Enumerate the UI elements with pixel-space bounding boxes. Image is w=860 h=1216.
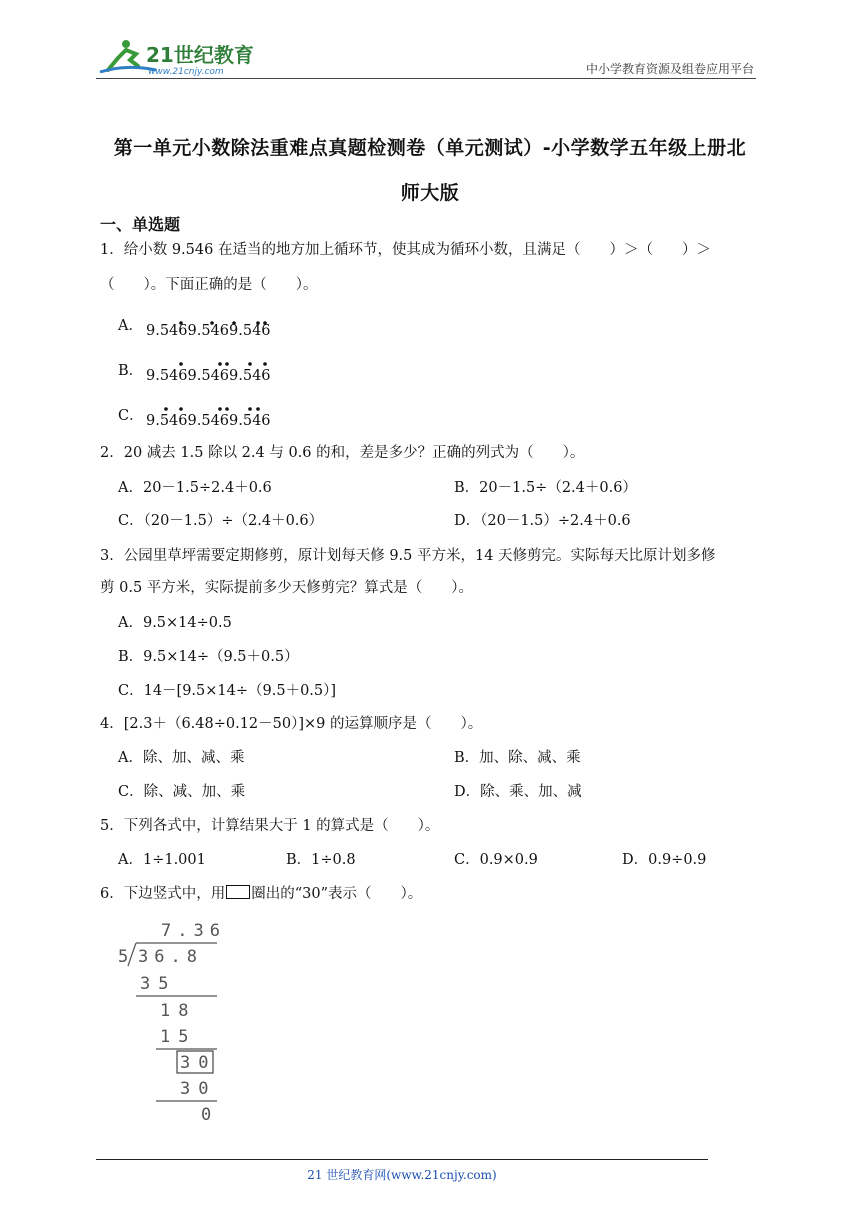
svg-text:21世纪教育: 21世纪教育 (146, 43, 254, 67)
q1-option-a-label: A． (118, 318, 143, 334)
q2-option-d: D．（20－1.5）÷2.4＋0.6 (454, 513, 631, 529)
q3-option-c: C．14－[9.5×14÷（9.5＋0.5）] (118, 683, 337, 699)
svg-text:www.21cnjy.com: www.21cnjy.com (148, 67, 224, 77)
header-divider (96, 78, 756, 79)
q4-stem: 4．[2.3＋（6.48÷0.12－50）]×9 的运算顺序是（ ）。 (100, 716, 483, 732)
q4-option-c: C．除、减、加、乘 (118, 784, 246, 800)
q5-option-b: B．1÷0.8 (286, 852, 356, 868)
q4-option-a: A．除、加、减、乘 (118, 750, 245, 766)
q3-option-b: B．9.5×14÷（9.5＋0.5） (118, 649, 299, 665)
q1-option-a-text: 9.5469.5469.546 (146, 323, 271, 339)
q1-stem-line2: （ ）。下面正确的是（ ）。 (100, 277, 318, 293)
footer-link[interactable]: 21 世纪教育网(www.21cnjy.com) (307, 1168, 497, 1182)
division-row-4: 30 (180, 1053, 217, 1073)
section-heading: 一、单选题 (100, 215, 181, 234)
q1-option-b-text: 9.5469.5469.546 (146, 368, 271, 384)
q3-option-a: A．9.5×14÷0.5 (118, 615, 232, 631)
q5-option-d: D．0.9÷0.9 (622, 852, 707, 868)
q4-option-d: D．除、乘、加、减 (454, 784, 582, 800)
divisor: 5 (118, 947, 129, 967)
q6-stem-after: 圈出的“30”表示（ ）。 (251, 886, 423, 902)
division-row-6: 0 (201, 1105, 212, 1124)
q5-option-c: C．0.9×0.9 (454, 852, 538, 868)
q3-stem-line2: 剪 0.5 平方米，实际提前多少天修剪完？算式是（ ）。 (100, 580, 474, 596)
division-row-5: 30 (180, 1079, 217, 1099)
quotient: 7.36 (161, 921, 226, 941)
q1-option-c-label: C． (118, 408, 144, 424)
q5-stem: 5．下列各式中，计算结果大于 1 的算式是（ ）。 (100, 818, 440, 834)
page-title-line2: 师大版 (400, 182, 460, 204)
q3-stem-line1: 3．公园里草坪需要定期修剪，原计划每天修 9.5 平方米，14 天修剪完。实际每天比原计划多修 (100, 548, 716, 564)
q6-stem-before: 6．下边竖式中，用 (100, 886, 226, 902)
q2-option-b: B．20－1.5÷（2.4＋0.6） (454, 480, 637, 496)
q6-stem (100, 884, 422, 904)
q1-stem-line1: 1．给小数 9.546 在适当的地方加上循环节，使其成为循环小数，且满足（ ）＞（ ）＞ (100, 242, 711, 258)
page-title-line1: 第一单元小数除法重难点真题检测卷（单元测试）-小学数学五年级上册北 (113, 137, 747, 159)
long-division-figure (114, 914, 234, 1124)
division-row-2: 18 (160, 1001, 197, 1021)
q5-option-a: A．1÷1.001 (118, 852, 206, 868)
q2-option-a: A．20－1.5÷2.4＋0.6 (118, 480, 272, 496)
logo (96, 36, 256, 78)
division-row-1: 35 (140, 974, 177, 994)
q2-stem: 2．20 减去 1.5 除以 2.4 与 0.6 的和，差是多少？正确的列式为（ ）。 (100, 445, 585, 461)
division-row-3: 15 (160, 1027, 197, 1047)
footer-divider (96, 1159, 708, 1160)
q2-option-c: C．（20－1.5）÷（2.4＋0.6） (118, 513, 324, 529)
q1-option-c-text: 9.5469.5469.546 (146, 413, 271, 429)
dividend: 36.8 (138, 947, 203, 967)
q4-option-b: B．加、除、减、乘 (454, 750, 581, 766)
site-tag: 中小学教育资源及组卷应用平台 (585, 62, 754, 76)
box-symbol-icon (226, 885, 250, 899)
q1-option-b-label: B． (118, 363, 144, 379)
